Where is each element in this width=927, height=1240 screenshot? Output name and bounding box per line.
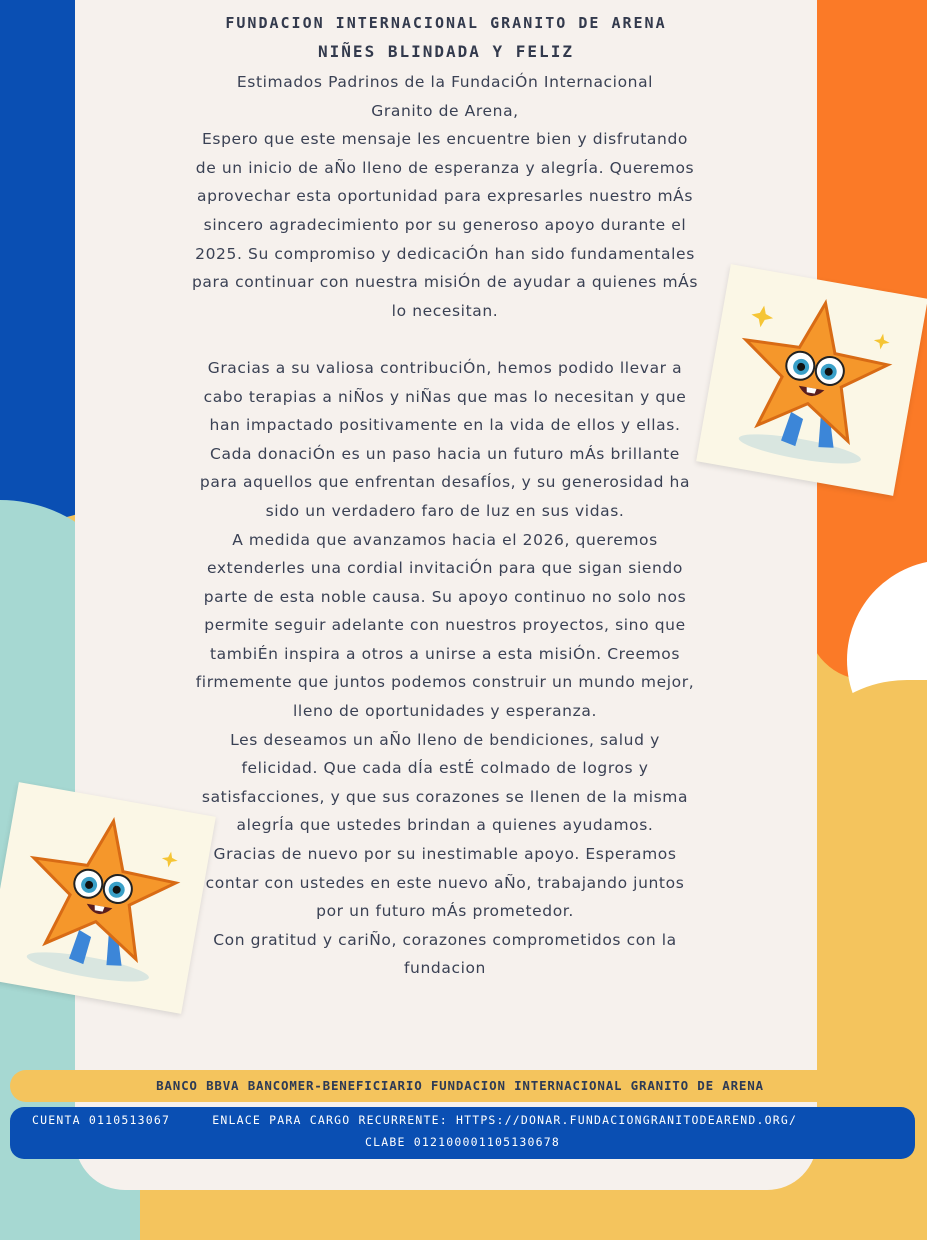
paragraph-5: Gracias de nuevo por su inestimable apoyo. Esperamos contar con ustedes en este nuevo aÑo, trabajando juntos por un futuro mÁs prometedor. bbox=[205, 845, 685, 921]
subtitle: NIÑES BLINDADA Y FELIZ bbox=[318, 42, 574, 61]
star-mascot-icon bbox=[0, 782, 216, 1014]
paragraph-4: Les deseamos un aÑo lleno de bendiciones, salud y felicidad. Que cada dÍa estÉ colmado de logros y satisfacciones, y que sus corazones se llenen de la misma alegrÍa que ustedes brindan a quienes ayudamos. bbox=[201, 730, 689, 835]
paragraph-spacer bbox=[190, 325, 700, 354]
letter-body bbox=[190, 68, 700, 983]
recurring-donation-link[interactable]: ENLACE PARA CARGO RECURRENTE: HTTPS://DONAR.FUNDACIONGRANITODEAREND.ORG/ bbox=[212, 1113, 798, 1127]
star-mascot-sticker-right bbox=[696, 264, 927, 496]
bank-details-banner bbox=[10, 1107, 915, 1159]
salutation-line-1: Estimados Padrinos de la FundaciÓn Internacional bbox=[236, 73, 654, 91]
org-title: FUNDACION INTERNACIONAL GRANITO DE ARENA bbox=[225, 14, 667, 32]
paragraph-2: Gracias a su valiosa contribuciÓn, hemos podido llevar a cabo terapias a niÑos y niÑas que mas lo necesitan y que han impactado positivamente en la vida de ellos y ellas. Cada donaciÓn es un paso hacia un futuro mÁs brillante para aquellos que enfrentan desafÍos, y su generosidad ha sido un verdadero faro de luz en sus vidas. bbox=[199, 358, 691, 520]
closing: Con gratitud y cariÑo, corazones comprometidos con la fundacion bbox=[213, 930, 677, 978]
paragraph-1: Espero que este mensaje les encuentre bien y disfrutando de un inicio de aÑo lleno de esperanza y alegrÍa. Queremos aprovechar esta oportunidad para expresarles nuestro mÁs sincero agradecimiento por su generoso apoyo durante el 2025. Su compromiso y dedicaciÓn han sido fundamentales para continuar con nuestra misiÓn de ayudar a quienes mÁs lo necesitan. bbox=[191, 130, 699, 320]
account-number: CUENTA 0110513067 bbox=[32, 1113, 171, 1127]
clabe-number: CLABE 012100001105130678 bbox=[365, 1135, 560, 1149]
bank-beneficiary-banner: BANCO BBVA BANCOMER-BENEFICIARIO FUNDACION INTERNACIONAL GRANITO DE ARENA bbox=[10, 1070, 910, 1102]
star-mascot-icon bbox=[696, 264, 927, 496]
star-mascot-sticker-left bbox=[0, 782, 216, 1014]
salutation-line-2: Granito de Arena, bbox=[371, 101, 519, 120]
paragraph-3: A medida que avanzamos hacia el 2026, queremos extenderles una cordial invitaciÓn para que sigan siendo parte de esta noble causa. Su apoyo continuo no solo nos permite seguir adelante con nuestros proyectos, sino que tambiÉn inspira a otros a unirse a esta misiÓn. Creemos firmemente que juntos podemos construir un mundo mejor, lleno de oportunidades y esperanza. bbox=[195, 530, 695, 721]
